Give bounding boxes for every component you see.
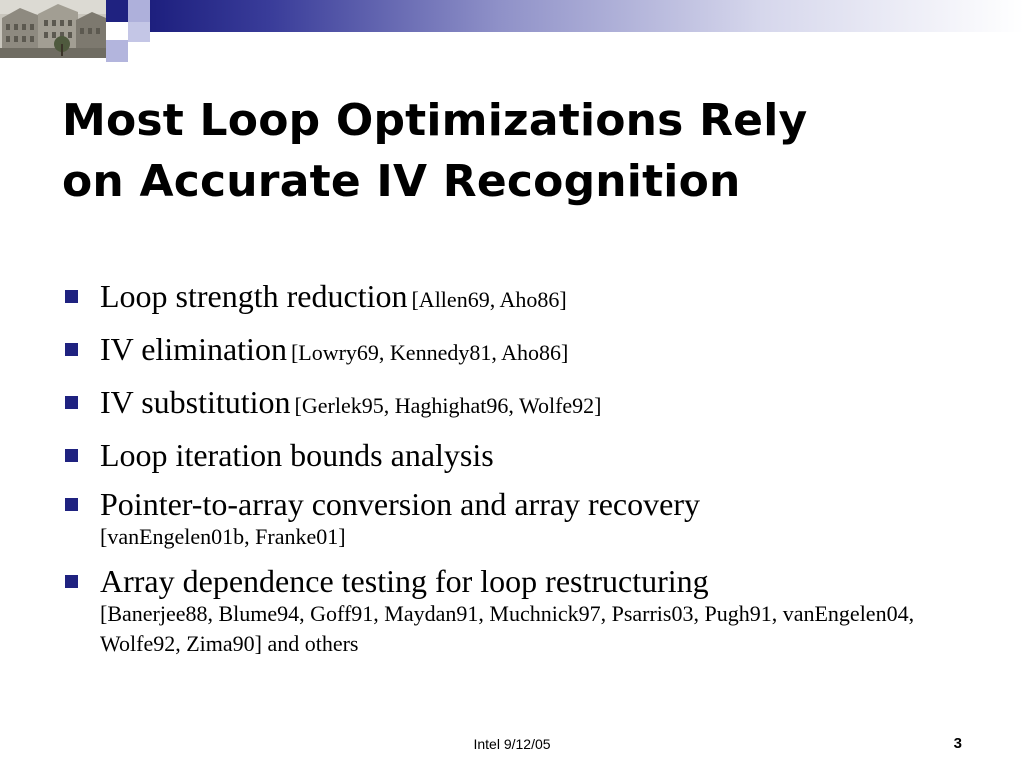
slide-title-line2: on Accurate IV Recognition [62,156,741,207]
bullet-item [62,561,962,659]
square-bullet-icon [65,498,78,511]
bullet-citation: [Gerlek95, Haghighat96, Wolfe92] [294,393,602,418]
square-bullet-icon [65,290,78,303]
bullet-citation: [Lowry69, Kennedy81, Aho86] [290,340,569,365]
bullet-citation: [Allen69, Aho86] [411,287,567,312]
bullet-item [62,382,962,426]
bullet-item [62,435,962,475]
decor-square [128,0,150,22]
square-bullet-icon [65,396,78,409]
bullet-list [62,276,962,668]
building-photo [0,0,106,58]
bullet-text: Pointer-to-array conversion and array recovery [100,486,700,522]
bullet-text: Loop strength reduction [100,278,408,314]
decor-square [150,32,172,44]
bullet-item [62,276,962,320]
decor-square [128,22,150,42]
square-bullet-icon [65,449,78,462]
footer-date: Intel 9/12/05 [473,736,551,752]
decor-square [106,40,128,62]
bullet-text: IV substitution [100,384,291,420]
bullet-text: Array dependence testing for loop restructuring [100,563,709,599]
square-bullet-icon [65,575,78,588]
slide-title [62,90,992,212]
bullet-item [62,329,962,373]
decor-square [106,0,128,22]
bullet-text: IV elimination [100,331,287,367]
slide-title-line1: Most Loop Optimizations Rely [62,95,808,146]
square-bullet-icon [65,343,78,356]
decor-square [106,22,128,40]
bullet-text: Loop iteration bounds analysis [100,437,494,473]
header-gradient-bar [150,0,1024,32]
page-number: 3 [953,735,962,752]
bullet-item [62,484,962,552]
bullet-citation: [vanEngelen01b, Franke01] [100,524,346,549]
bullet-citation: [Banerjee88, Blume94, Goff91, Maydan91, Muchnick97, Psarris03, Pugh91, vanEngelen04, Wolfe92, Zima90] and others [100,601,915,656]
